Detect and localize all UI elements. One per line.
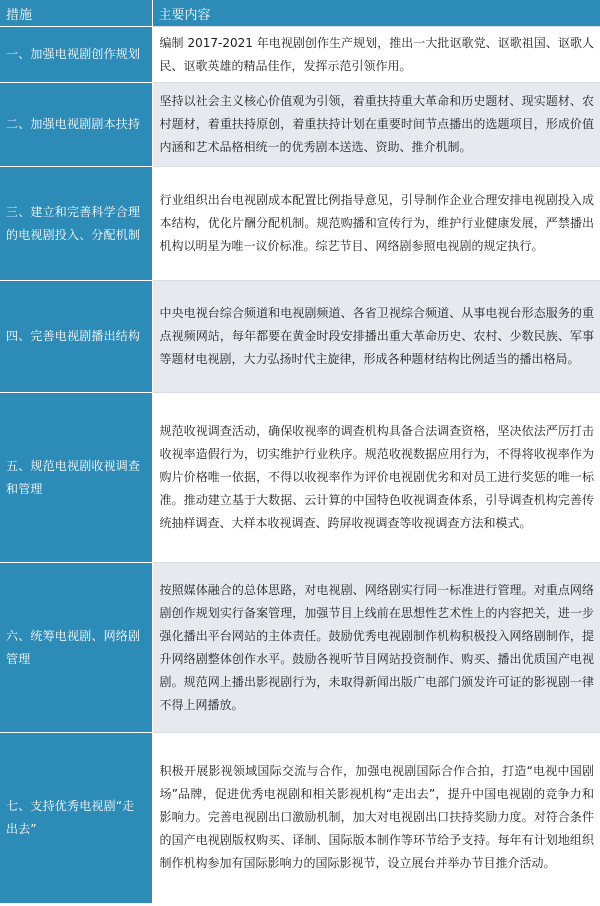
measure-cell: 二、加强电视剧剧本扶持 [0, 83, 152, 167]
content-cell: 中央电视台综合频道和电视剧频道、各省卫视综合频道、从事电视台形态服务的重点视频网站，每年都要在黄金时段安排播出重大革命历史、农村、少数民族、军事等题材电视剧，大力弘扬时代主旋律，形成各种题材结构比例适当的播出格局。 [152, 281, 600, 393]
table-header-row [0, 0, 600, 27]
measure-cell: 一、加强电视剧创作规划 [0, 27, 152, 83]
content-cell: 规范收视调查活动，确保收视率的调查机构具备合法调查资格，坚决依法严厉打击收视率造假行为，切实维护行业秩序。规范收视数据应用行为，不得将收视率作为购片价格唯一依据，不得以收视率作为评价电视剧优劣和对员工进行奖惩的唯一标准。推动建立基于大数据、云计算的中国特色收视调查体系，引导调查机构完善传统抽样调查、大样本收视调查、跨屏收视调查等收视调查方法和模式。 [152, 393, 600, 563]
table-row [0, 27, 600, 83]
table-row [0, 393, 600, 563]
measure-cell: 六、统筹电视剧、网络剧管理 [0, 563, 152, 733]
measure-cell: 五、规范电视剧收视调查和管理 [0, 393, 152, 563]
table-row [0, 167, 600, 281]
content-cell: 积极开展影视领域国际交流与合作，加强电视剧国际合作合拍，打造“电视中国剧场”品牌，促进优秀电视剧和相关影视机构“走出去”，提升中国电视剧的竞争力和影响力。完善电视剧出口激励机制，加大对电视剧出口扶持奖励力度。对符合条件的国产电视剧版权购买、译制、国际版本制作等环节给予支持。每年有计划地组织制作机构参加有国际影响力的国际影视节，设立展台并举办节目推介活动。 [152, 733, 600, 903]
content-cell: 按照媒体融合的总体思路，对电视剧、网络剧实行同一标准进行管理。对重点网络剧创作规划实行备案管理，加强节目上线前在思想性艺术性上的内容把关，进一步强化播出平台网站的主体责任。鼓励优秀电视剧制作机构积极投入网络剧制作，提升网络剧整体创作水平。鼓励各视听节目网站投资制作、购买、播出优质国产电视剧。规范网上播出影视剧行为，未取得新闻出版广电部门颁发许可证的影视剧一律不得上网播放。 [152, 563, 600, 733]
table-row [0, 563, 600, 733]
content-cell: 坚持以社会主义核心价值观为引领，着重扶持重大革命和历史题材、现实题材、农村题材，着重扶持原创，着重扶持计划在重要时间节点播出的选题项目，形成价值内涵和艺术品格相统一的优秀剧本送选、资助、推介机制。 [152, 83, 600, 167]
table-row [0, 733, 600, 903]
measure-cell: 三、建立和完善科学合理的电视剧投入、分配机制 [0, 167, 152, 281]
content-cell: 行业组织出台电视剧成本配置比例指导意见，引导制作企业合理安排电视剧投入成本结构，优化片酬分配机制。规范购播和宣传行为，维护行业健康发展，严禁播出机构以明星为唯一议价标准。综艺节目、网络剧参照电视剧的规定执行。 [152, 167, 600, 281]
content-cell: 编制 2017-2021 年电视剧创作生产规划，推出一大批讴歌党、讴歌祖国、讴歌人民、讴歌英雄的精品佳作，发挥示范引领作用。 [152, 27, 600, 83]
measure-cell: 七、支持优秀电视剧“走出去” [0, 733, 152, 903]
table-row [0, 281, 600, 393]
header-main-content: 主要内容 [152, 0, 600, 27]
measure-cell: 四、完善电视剧播出结构 [0, 281, 152, 393]
table-row [0, 83, 600, 167]
header-measures: 措施 [0, 0, 152, 27]
